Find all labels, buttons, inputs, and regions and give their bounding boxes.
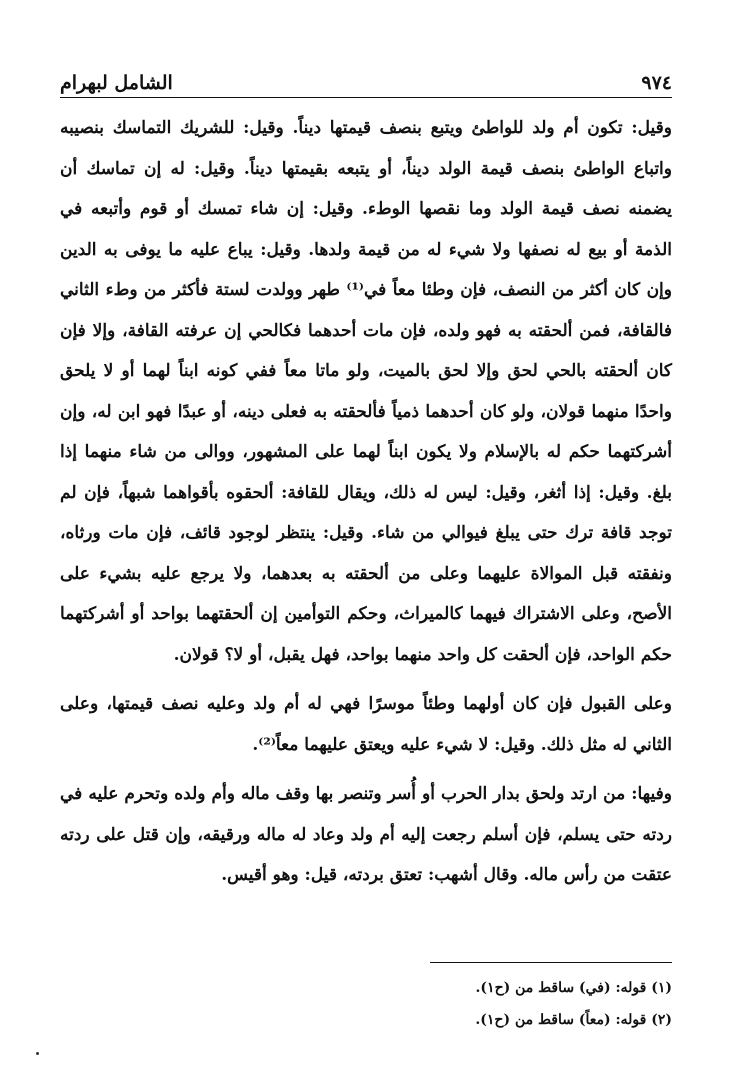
paragraph: وفيها: من ارتد ولحق بدار الحرب أو أُسر وتنصر بها وقف ماله وأم ولده وتحرم عليه في ردته حتى يسلم، فإن أسلم رجعت إليه أم ولد وعاد له ماله ورقيقه، وإن قتل على ردته عتقت من رأس ماله. وقال أشهب: تعتق بردته، قيل: وهو أقيس. bbox=[60, 784, 672, 885]
footnote-divider bbox=[430, 962, 672, 963]
paragraph: وقيل: تكون أم ولد للواطئ ويتبع بنصف قيمتها ديناً. وقيل: للشريك التماسك بنصيبه واتباع الواطئ بنصف قيمة الولد ديناً، أو يتبعه بقيمتها ديناً. وقيل: له إن تماسك أن يضمنه نصف قيمة الولد وما نقصها الوطء. وقيل: إن شاء تمسك أو قوم وأتبعه في الذمة أو بيع له نصفها ولا شيء له من قيمة ولدها. وقيل: يباع عليه ما يوفى به الدين وإن كان أكثر من النصف، فإن وطئا معاً في⁽¹⁾ طهر وولدت لستة فأكثر من وطء الثاني فالقافة، فمن ألحقته به فهو ولده، فإن مات أحدهما فكالحي إن عرفته القافة، وإلا فإن كان ألحقته بالحي لحق وإلا لحق بالميت، ولو ماتا معاً ففي كونه ابناً لهما أو لا يلحق واحدًا منهما قولان، ولو كان أحدهما ذمياً فألحقته به فعلى دينه، أو عبدًا فهو ابن له، وإن أشركتهما حكم له بالإسلام ولا يكون ابناً لهما على المشهور، ووالى من شاء منهما إذا بلغ. وقيل: إذا أثغر، وقيل: ليس له ذلك، ويقال للقافة: ألحقوه بأقواهما شبهاً، فإن لم توجد قافة ترك حتى يبلغ فيوالي من شاء. وقيل: ينتظر لوجود قائف، فإن مات ورثاه، ونفقته قبل الموالاة عليهما وعلى من ألحقته به بعدهما، ولا يرجع عليه بشيء على الأصح، وعلى الاشتراك فيهما كالميراث، وحكم التوأمين إن ألحقتهما بواحد أو أشركتهما حكم الواحد، فإن ألحقت كل واحد منهما بواحد، فهل يقبل، أو لا؟ قولان. bbox=[60, 118, 672, 665]
footnote: (٢) قوله: (معاً) ساقط من (ح١). bbox=[475, 1012, 672, 1028]
paragraph: وعلى القبول فإن كان أولهما وطئاً موسرًا فهي له أم ولد وعليه نصف قيمتها، وعلى الثاني له مثل ذلك. وقيل: لا شيء عليه ويعتق عليهما معاً⁽²⁾. bbox=[60, 694, 672, 755]
footnotes bbox=[60, 972, 672, 1036]
main-text bbox=[60, 108, 672, 896]
page-number: ٩٧٤ bbox=[641, 72, 672, 94]
footnote: (١) قوله: (في) ساقط من (ح١). bbox=[475, 980, 672, 996]
page-header bbox=[60, 58, 672, 94]
scan-speck bbox=[36, 1052, 39, 1055]
header-divider bbox=[60, 97, 672, 98]
book-title: الشامل لبهرام bbox=[60, 72, 173, 94]
